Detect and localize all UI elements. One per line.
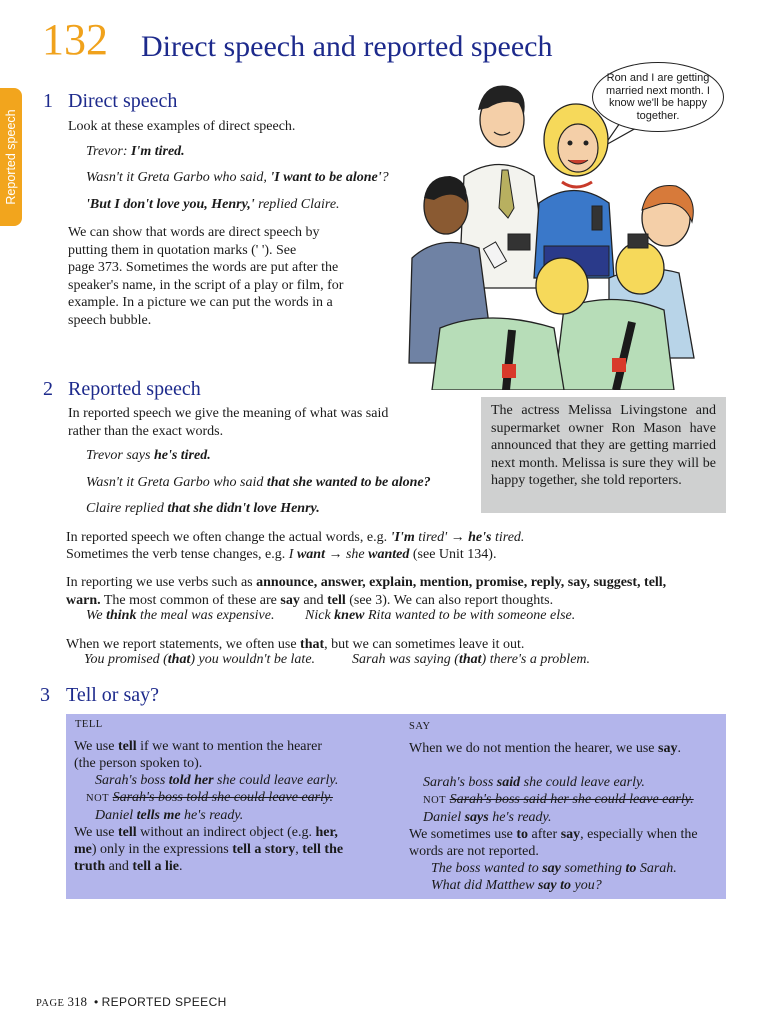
s2-change-tense: Sometimes the verb tense changes, e.g. I want → she wanted (see Unit 134).: [66, 547, 497, 562]
side-tab-label: Reported speech: [4, 109, 18, 205]
s1-intro: Look at these examples of direct speech.: [68, 119, 296, 134]
section-2-title: Reported speech: [68, 378, 201, 400]
s2-that-rule: When we report statements, we often use that, but we can sometimes leave it out.: [66, 637, 525, 652]
unit-title: Direct speech and reported speech: [141, 30, 553, 63]
say-heading: SAY: [409, 721, 431, 732]
s2-example-2: Wasn't it Greta Garbo who said that she wanted to be alone?: [86, 475, 431, 490]
tell-say-box: [66, 714, 726, 899]
s2-thought-example-1: We think the meal was expensive.: [86, 608, 275, 623]
section-1-number: 1: [43, 90, 53, 112]
s1-example-2: Wasn't it Greta Garbo who said, 'I want to be alone'?: [86, 170, 389, 185]
s2-that-example-2: Sarah was saying (that) there's a problem.: [352, 652, 591, 667]
s1-body: We can show that words are direct speech by putting them in quotation marks (' '). See page 373. Sometimes the words are put after the speaker's name, in the script of a play or film, for example. In a picture we can put the words in a speech bubble.: [68, 225, 344, 328]
unit-number: 132: [42, 15, 108, 64]
speech-bubble: Ron and I are getting married next month. I know we'll be happy together.: [592, 62, 724, 132]
tell-column: We use tell if we want to mention the hearer (the person spoken to). Sarah's boss told her she could leave early. NOT Sarah's boss told she could leave early. Daniel tells me he's ready. We use tell without an indirect object (e.g. her, me) only in the expressions tell a story, tell the truth and tell a lie.: [74, 739, 344, 874]
s2-reporting-verbs: In reporting we use verbs such as announce, answer, explain, mention, promise, reply, say, suggest, tell, warn. The most common of these are say and tell (see 3). We can also report thoughts.: [66, 575, 667, 608]
s2-example-1: Trevor says he's tired.: [86, 448, 211, 463]
section-1-title: Direct speech: [68, 90, 178, 112]
s2-thought-example-2: Nick knew Rita wanted to be with someone else.: [305, 608, 576, 623]
news-report-box: The actress Melissa Livingstone and supermarket owner Ron Mason have announced that they are getting married next month. Melissa is sure they will be happy together, she told reporters.: [481, 397, 726, 513]
section-2-number: 2: [43, 378, 53, 400]
tell-heading: TELL: [75, 719, 103, 730]
side-tab: [0, 88, 22, 226]
page-footer: PAGE 318 • REPORTED SPEECH: [36, 994, 227, 1009]
s1-example-3: 'But I don't love you, Henry,' replied Claire.: [86, 197, 340, 212]
s2-change-words: In reported speech we often change the actual words, e.g. 'I'm tired' → he's tired.: [66, 530, 525, 545]
section-3-number: 3: [40, 684, 50, 706]
s2-example-3: Claire replied that she didn't love Henry.: [86, 501, 320, 516]
section-3-title: Tell or say?: [66, 684, 160, 706]
s2-intro: In reported speech we give the meaning of what was said rather than the exact words.: [68, 406, 389, 439]
s1-example-1: Trevor: I'm tired.: [86, 144, 185, 159]
say-column: When we do not mention the hearer, we use say. Sarah's boss said she could leave early. NOT Sarah's boss said her she could leave early. Daniel says he's ready. We sometimes use to after say, especially when the words are not reported. The boss wanted to say something to Sarah. What did Matthew say to you?: [409, 741, 698, 893]
s2-that-example-1: You promised (that) you wouldn't be late.: [84, 652, 316, 667]
